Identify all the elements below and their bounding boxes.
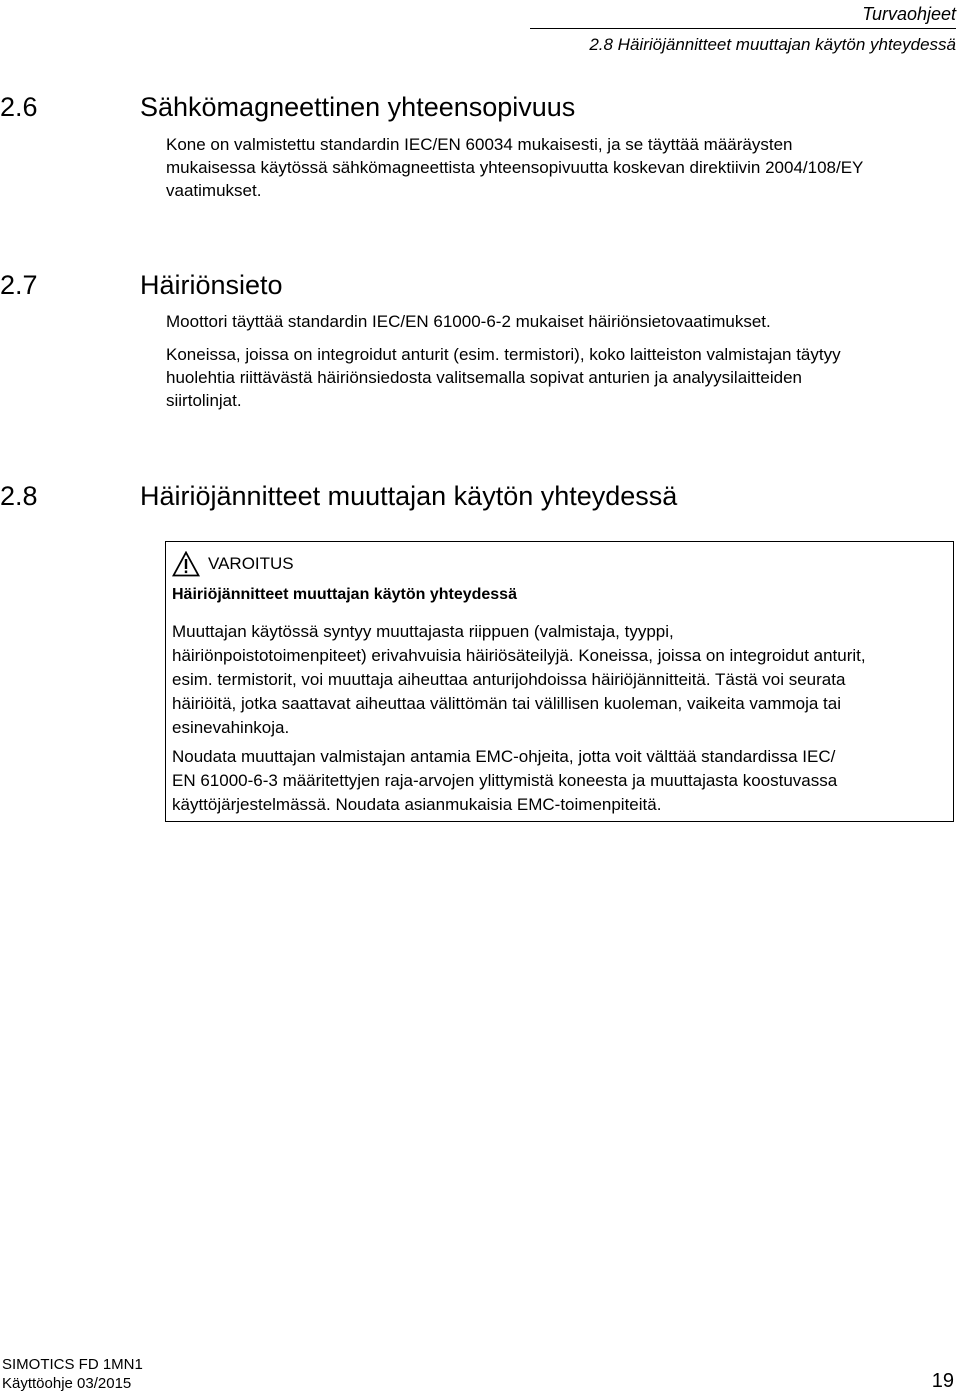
text-line: käyttöjärjestelmässä. Noudata asianmukaisia EMC-toimenpiteitä. [172,795,662,814]
section-heading-2-8 [0,479,677,513]
warning-title: Häiriöjännitteet muuttajan käytön yhteydessä [172,586,517,603]
warning-paragraph-1 [172,620,866,740]
header-title: Turvaohjeet [862,4,956,24]
text-line: huolehtia riittävästä häiriönsiedosta valitsemalla sopivat anturien ja analyysilaitteiden [166,368,802,387]
warning-label: VAROITUS [208,554,294,573]
section-2-7-paragraph-1 [166,310,956,333]
section-number: 2.8 [0,481,38,511]
text-line: esinevahinkoja. [172,718,290,737]
text-line: Kone on valmistettu standardin IEC/EN 60034 mukaisesti, ja se täyttää määräysten [166,135,793,154]
section-title: Sähkömagneettinen yhteensopivuus [140,92,576,122]
running-header [589,2,956,56]
page-number: 19 [931,1370,954,1392]
text-line: vaatimukset. [166,181,262,200]
section-title: Häiriöjännitteet muuttajan käytön yhteydessä [140,481,678,511]
warning-paragraph-2 [172,745,837,817]
footer [2,1355,143,1393]
header-subtitle: 2.8 Häiriöjännitteet muuttajan käytön yhteydessä [589,35,956,54]
section-2-6-paragraph [166,133,956,202]
text-line: häiriöitä, jotka saattavat aiheuttaa välittömän tai välillisen kuoleman, vaikeita vammoja tai [172,694,842,713]
warning-triangle-icon [172,551,200,577]
warning-header [172,550,294,578]
text-line: mukaisessa käytössä sähkömagneettista yhteensopivuutta koskevan direktiivin 2004/108/EY [166,158,864,177]
section-number: 2.6 [0,92,38,122]
section-heading-2-7 [0,268,283,302]
text-line: Muuttajan käytössä syntyy muuttajasta riippuen (valmistaja, tyyppi, [172,622,674,641]
section-number: 2.7 [0,270,38,300]
section-2-7-paragraph-2 [166,343,956,412]
text-line: Moottori täyttää standardin IEC/EN 61000-6-2 mukaiset häiriönsietovaatimukset. [166,312,771,331]
footer-product: SIMOTICS FD 1MN1 [2,1356,143,1373]
text-line: EN 61000-6-3 määritettyjen raja-arvojen ylittymistä koneesta ja muuttajasta koostuvassa [172,771,838,790]
text-line: häiriönpoistotoimenpiteet) erivahvuisia häiriösäteilyjä. Koneissa, joissa on integroidut anturit, [172,646,866,665]
text-line: esim. termistorit, voi muuttaja aiheuttaa anturijohdoissa häiriöjännitteitä. Tästä voi seurata [172,670,846,689]
footer-manual: Käyttöohje 03/2015 [2,1375,132,1392]
section-heading-2-6 [0,90,575,124]
section-title: Häiriönsieto [140,270,283,300]
text-line: siirtolinjat. [166,391,242,410]
text-line: Koneissa, joissa on integroidut anturit (esim. termistori), koko laitteiston valmistajan täytyy [166,345,841,364]
header-rule [530,28,956,29]
text-line: Noudata muuttajan valmistajan antamia EMC-ohjeita, jotta voit välttää standardissa IEC/ [172,747,836,766]
warning-box [165,541,954,822]
